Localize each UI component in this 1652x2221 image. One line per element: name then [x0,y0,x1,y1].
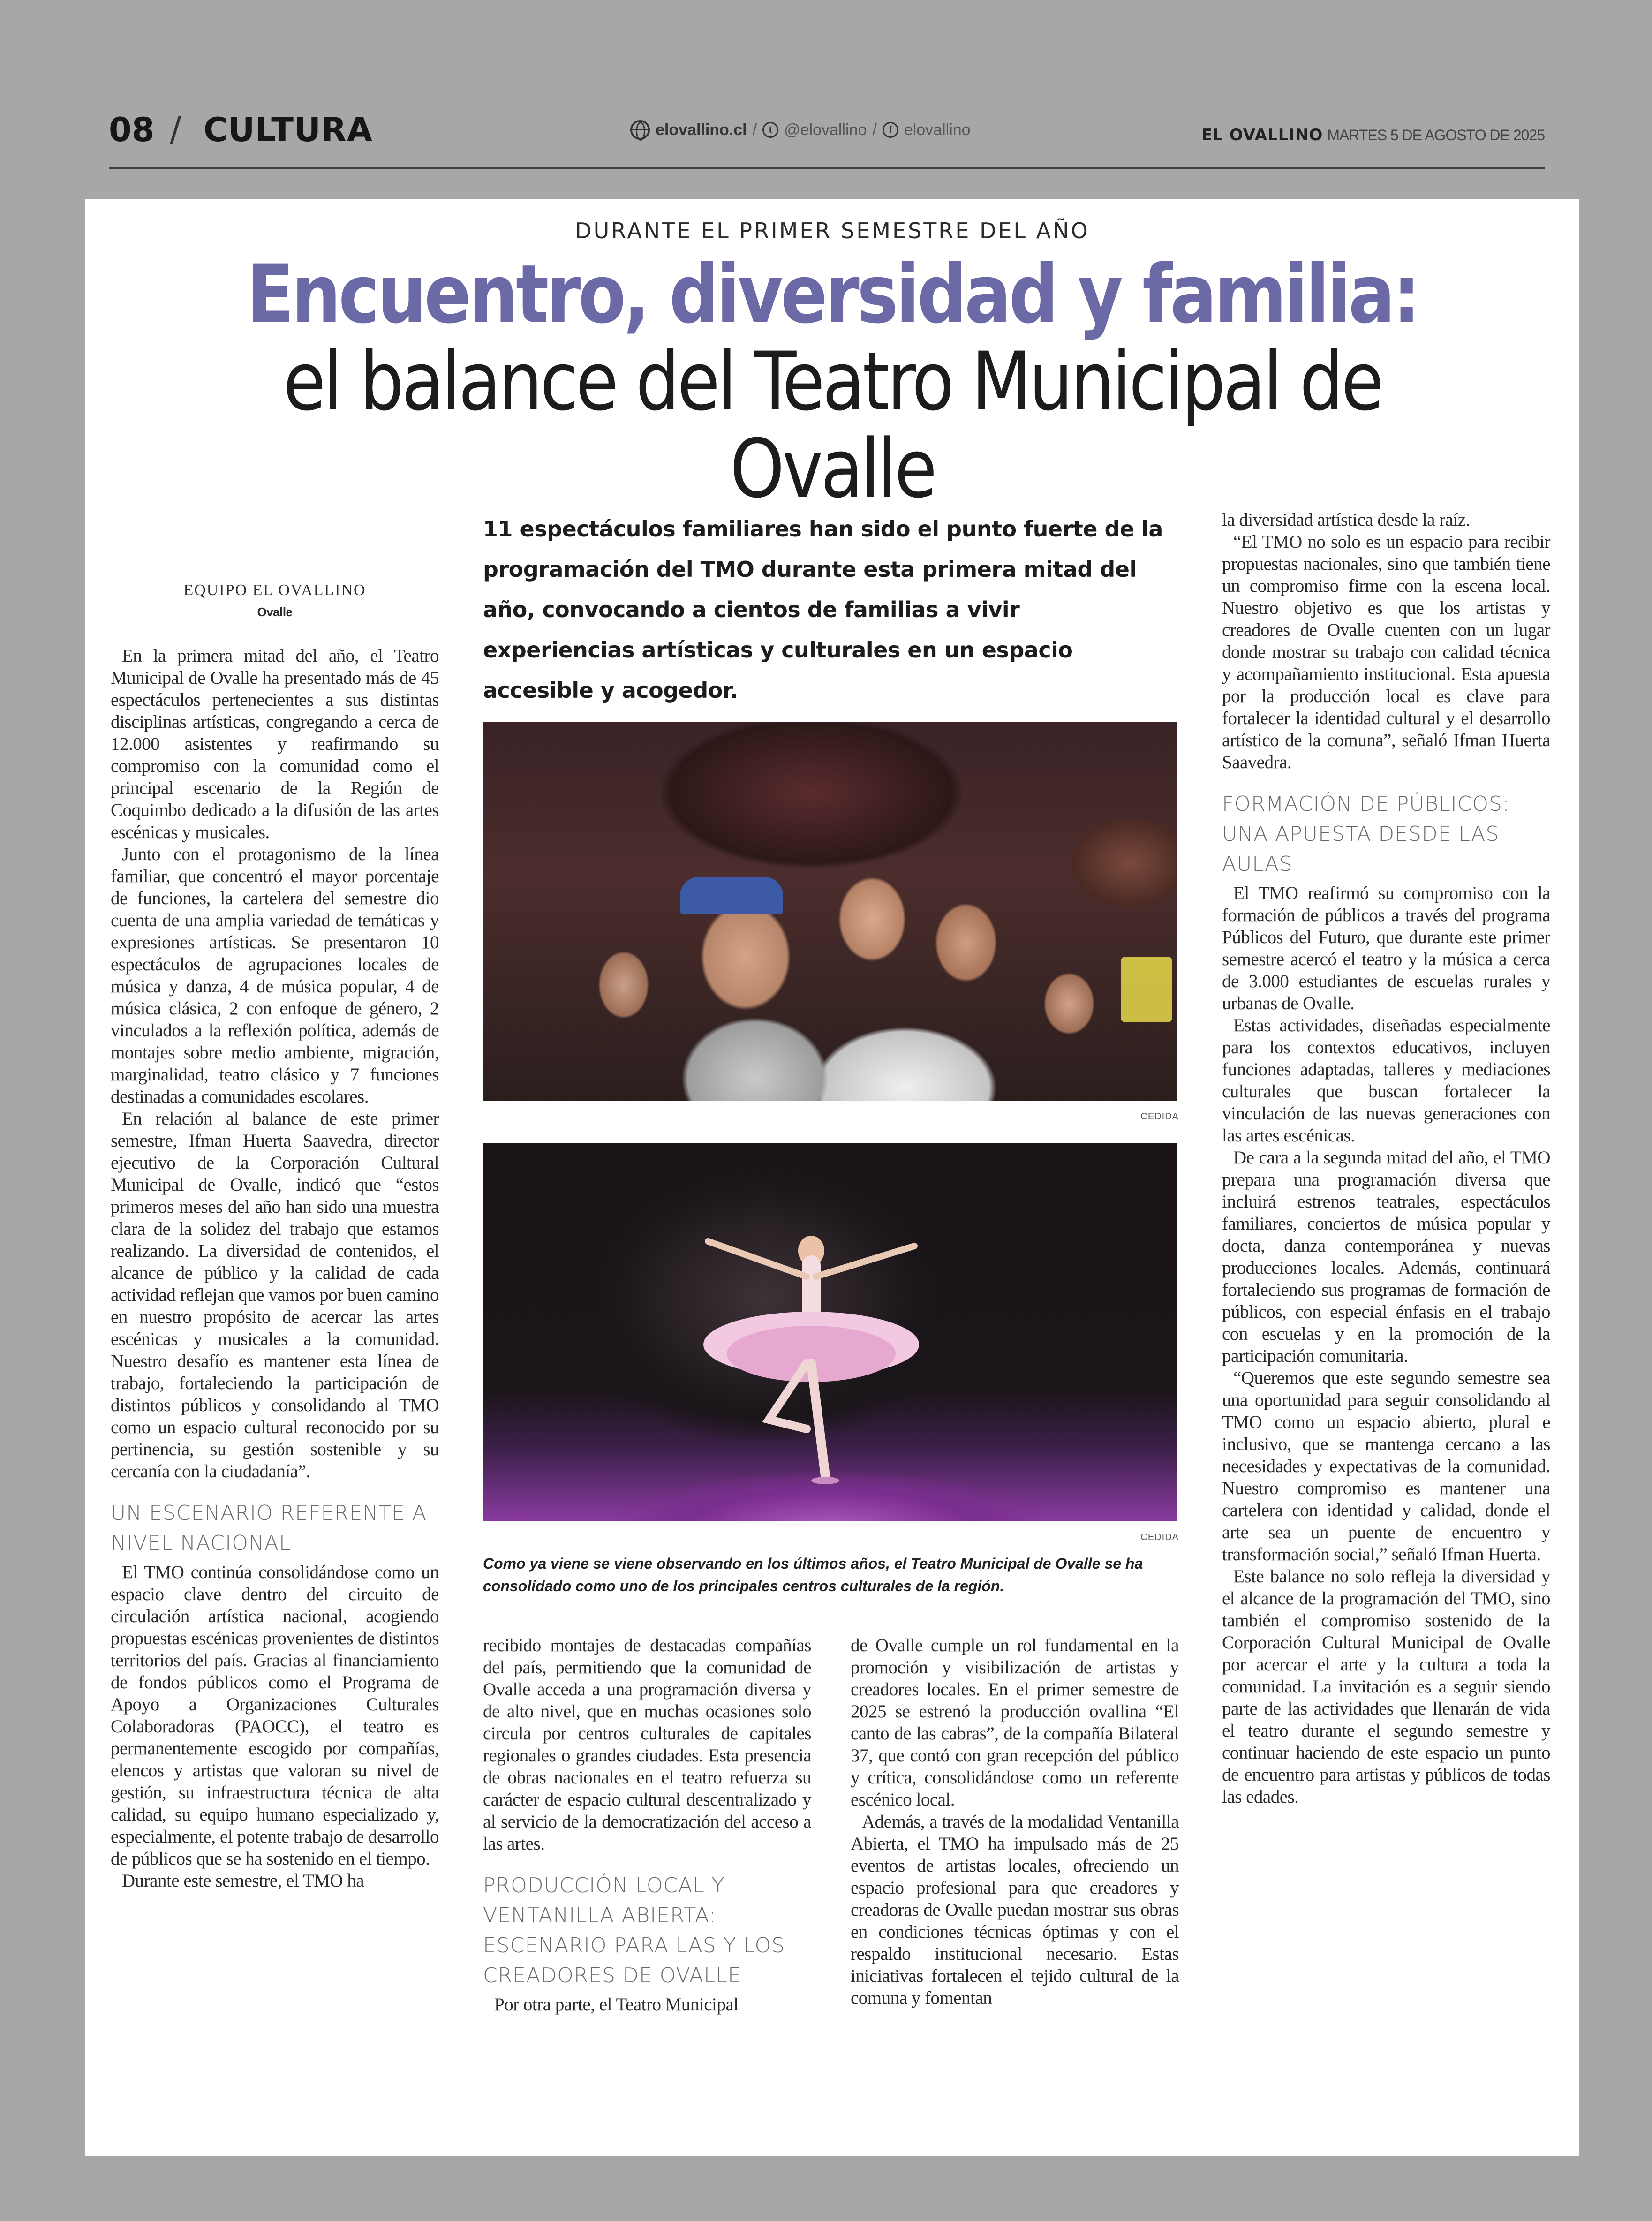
article-page [85,199,1579,2156]
paragraph: “Queremos que este segundo semestre sea una oportunidad para seguir consolidando al TMO como un espacio abierto, plural e inclusivo, que se mantenga cercano a las necesidades y expectativas de la comunidad. Nuestro compromiso es mantener una cartelera con identidad y calidad, donde el arte sea un puente de encuentro y transformación social,” señaló Ifman Huerta. [1222,1368,1550,1564]
issue-date: MARTES 5 DE AGOSTO DE 2025 [1327,127,1545,144]
paragraph: Por otra parte, el Teatro Municipal [494,1994,739,2015]
byline-author: EQUIPO EL OVALLINO [183,582,366,599]
article-column-3 [851,1634,1179,2009]
paragraph: Este balance no solo refleja la diversidad y el alcance de la programación del TMO, sino también el compromiso sostenido de la Corporación Cultural Municipal de Ovalle por acercar el arte y la cultura a toda la comunidad. La invitación es a seguir siendo parte de las actividades que llenarán de vida el teatro durante el segundo semestre y continuar haciendo de este espacio un punto de encuentro para artistas y públicos de todas las edades. [1222,1566,1550,1807]
article-column-1 [111,579,439,1892]
header-divider [109,167,1545,169]
paragraph: la diversidad artística desde la raíz. [1222,510,1470,530]
section-number: 08 [109,111,155,149]
article-column-2 [483,1634,811,2016]
photo-credit: CEDIDA [1140,1111,1179,1122]
page-header [109,107,1545,168]
article-kicker: DURANTE EL PRIMER SEMESTRE DEL AÑO [575,218,1090,243]
headline-highlight: Encuentro, diversidad y familia: [246,247,1418,341]
photo-credit: CEDIDA [1140,1532,1179,1542]
paragraph: Además, a través de la modalidad Ventanilla Abierta, el TMO ha impulsado más de 25 eventos de artistas locales, ofreciendo un espacio profesional para que creadores y creadoras de Ovalle puedan mostrar sus obras en condiciones técnicas óptimas y con el respaldo institucional necesario. Estas iniciativas fortalecen el tejido cultural de la comuna y fomentan [851,1812,1179,2008]
paragraph: El TMO continúa consolidándose como un espacio clave dentro del circuito de circulación artística nacional, acogiendo propuestas escénicas provenientes de distintos territorios del país. Gracias al financiamiento de fondos públicos como el Programa de Apoyo a Organizaciones Culturales Colaboradoras (PAOCC), el teatro es permanentemente escogido por compañías, elencos y artistas que valoran su nivel de gestión, su infraestructura técnica de alta calidad, su equipo humano especializado y, especialmente, el potente trabajo de desarrollo de públicos que se ha sostenido en el tiempo. [111,1562,439,1869]
paragraph: “El TMO no solo es un espacio para recibir propuestas nacionales, sino que también tiene un compromiso firme con la escena local. Nuestro objetivo es que los artistas y creadores de Ovalle cuenten con un lugar donde mostrar su trabajo con calidad técnica y acompañamiento institucional. Esta apuesta por la producción local es clave para fortalecer la identidad cultural y el desarrollo artístico de la comuna”, señaló Ifman Huerta Saavedra. [1222,532,1550,772]
social-links [630,120,971,140]
headline-rest: el balance del Teatro Municipal de Ovalle [283,334,1382,516]
twitter-handle[interactable]: @elovallino [784,121,867,139]
facebook-icon: f [883,122,898,138]
paragraph: de Ovalle cumple un rol fundamental en la promoción y visibilización de artistas y creadores locales. En el primer semestre de 2025 se estrenó la producción ovallina “El canto de las cabras”, de la compañía Bilateral 37, que contó con gran recepción del público y crítica, consolidándose como un referente escénico local. [851,1635,1179,1810]
article-headline [214,247,1451,516]
paragraph: En la primera mitad del año, el Teatro Municipal de Ovalle ha presentado más de 45 espectáculos pertenecientes a sus distintas disciplinas artísticas, congregando a cerca de 12.000 asistentes y reafirmando su compromiso con la comunidad como el principal escenario de la Región de Coquimbo dedicado a la difusión de las artes escénicas y musicales. [111,646,439,842]
paragraph: De cara a la segunda mitad del año, el TMO prepara una programación diversa que incluirá estrenos teatrales, espectáculos familiares, conciertos de música popular y docta, danza contemporánea y nuevas producciones locales. Además, continuará fortaleciendo sus programas de formación de públicos, con especial énfasis en el trabajo con escuelas y en la promoción de la participación comunitaria. [1222,1148,1550,1366]
paragraph: Durante este semestre, el TMO ha [122,1871,364,1891]
photo-detail [680,877,783,914]
article-lead: 11 espectáculos familiares han sido el punto fuerte de la programación del TMO durante esta primera mitad del año, convocando a cientos de familias a vivir experiencias artísticas y culturales en un espacio accesible y acogedor. [483,516,1163,703]
audience-photo [483,722,1177,1101]
byline [111,579,439,623]
globe-icon [630,120,650,140]
paragraph: El TMO reafirmó su compromiso con la formación de públicos a través del programa Públicos del Futuro, que durante este primer semestre acercó el teatro y la música a cerca de 3.000 estudiantes de escuelas rurales y urbanas de Ovalle. [1222,883,1550,1013]
paragraph: Junto con el protagonismo de la línea familiar, que concentró el mayor porcentaje de funciones, la cartelera del semestre dio cuenta de una amplia variedad de temáticas y expresiones artísticas. Se presentaron 10 espectáculos de agrupaciones locales de música y danza, 4 de música popular, 4 de música clásica, 2 con enfoque de género, 2 vinculados a la reflexión política, además de montajes sobre medio ambiente, migración, marginalidad, teatro clásico y 7 funciones destinadas a comunidades escolares. [111,844,439,1107]
social-separator: / [752,121,757,139]
facebook-handle[interactable]: elovallino [904,121,971,139]
section-name: CULTURA [204,111,373,149]
paper-brand [1201,126,1545,144]
paragraph: Estas actividades, diseñadas especialmente para los contextos educativos, incluyen funciones adaptadas, talleres y mediaciones culturales que buscan fortalecer la vinculación de las nuevas generaciones con las artes escénicas. [1222,1015,1550,1146]
paragraph: recibido montajes de destacadas compañías del país, permitiendo que la comunidad de Ovalle acceda a una programación diversa y de alto nivel, que en muchas ocasiones solo circula por centros culturales de capitales regionales o grandes ciudades. Esta presencia de obras nacionales en el teatro refuerza su carácter de espacio cultural descentralizado y al servicio de la democratización del acceso a las artes. [483,1635,811,1854]
paper-name: EL OVALLINO [1201,126,1323,144]
subheading: FORMACIÓN DE PÚBLICOS: UNA APUESTA DESDE LAS AULAS [1222,792,1510,876]
paragraph: En relación al balance de este primer semestre, Ifman Huerta Saavedra, director ejecutivo de la Corporación Cultural Municipal de Ovalle, indicó que “estos primeros meses del año han sido una muestra clara de la solidez del trabajo que estamos realizando. La diversidad de contenidos, el alcance de público y la calidad de cada actividad reflejan que vamos por buen camino en nuestro propósito de acercar las artes escénicas y musicales a la comunidad. Nuestro desafío es mantener esta línea de trabajo, fortaleciendo la participación de distintos públicos y consolidando al TMO como un espacio cultural reconocido por su pertinencia, su gestión sostenible y su cercanía con la ciudadanía”. [111,1109,439,1481]
section-slash: / [170,110,181,149]
social-separator: / [872,121,877,139]
ballerina-figure [671,1176,952,1504]
twitter-icon: t [762,122,778,138]
website-link[interactable]: elovallino.cl [656,121,747,139]
byline-location: Ovalle [257,605,293,619]
subheading: UN ESCENARIO REFERENTE A NIVEL NACIONAL [111,1501,427,1555]
photo-detail [1121,957,1172,1022]
article-column-4 [1222,509,1550,1808]
photo-caption: Como ya viene se viene observando en los últimos años, el Teatro Municipal de Ovalle se ha consolidado como uno de los principales centros culturales de la región. [483,1555,1143,1594]
ballerina-photo [483,1143,1177,1521]
subheading: PRODUCCIÓN LOCAL Y VENTANILLA ABIERTA: ESCENARIO PARA LAS Y LOS CREADORES DE OVALLE [483,1873,785,1987]
